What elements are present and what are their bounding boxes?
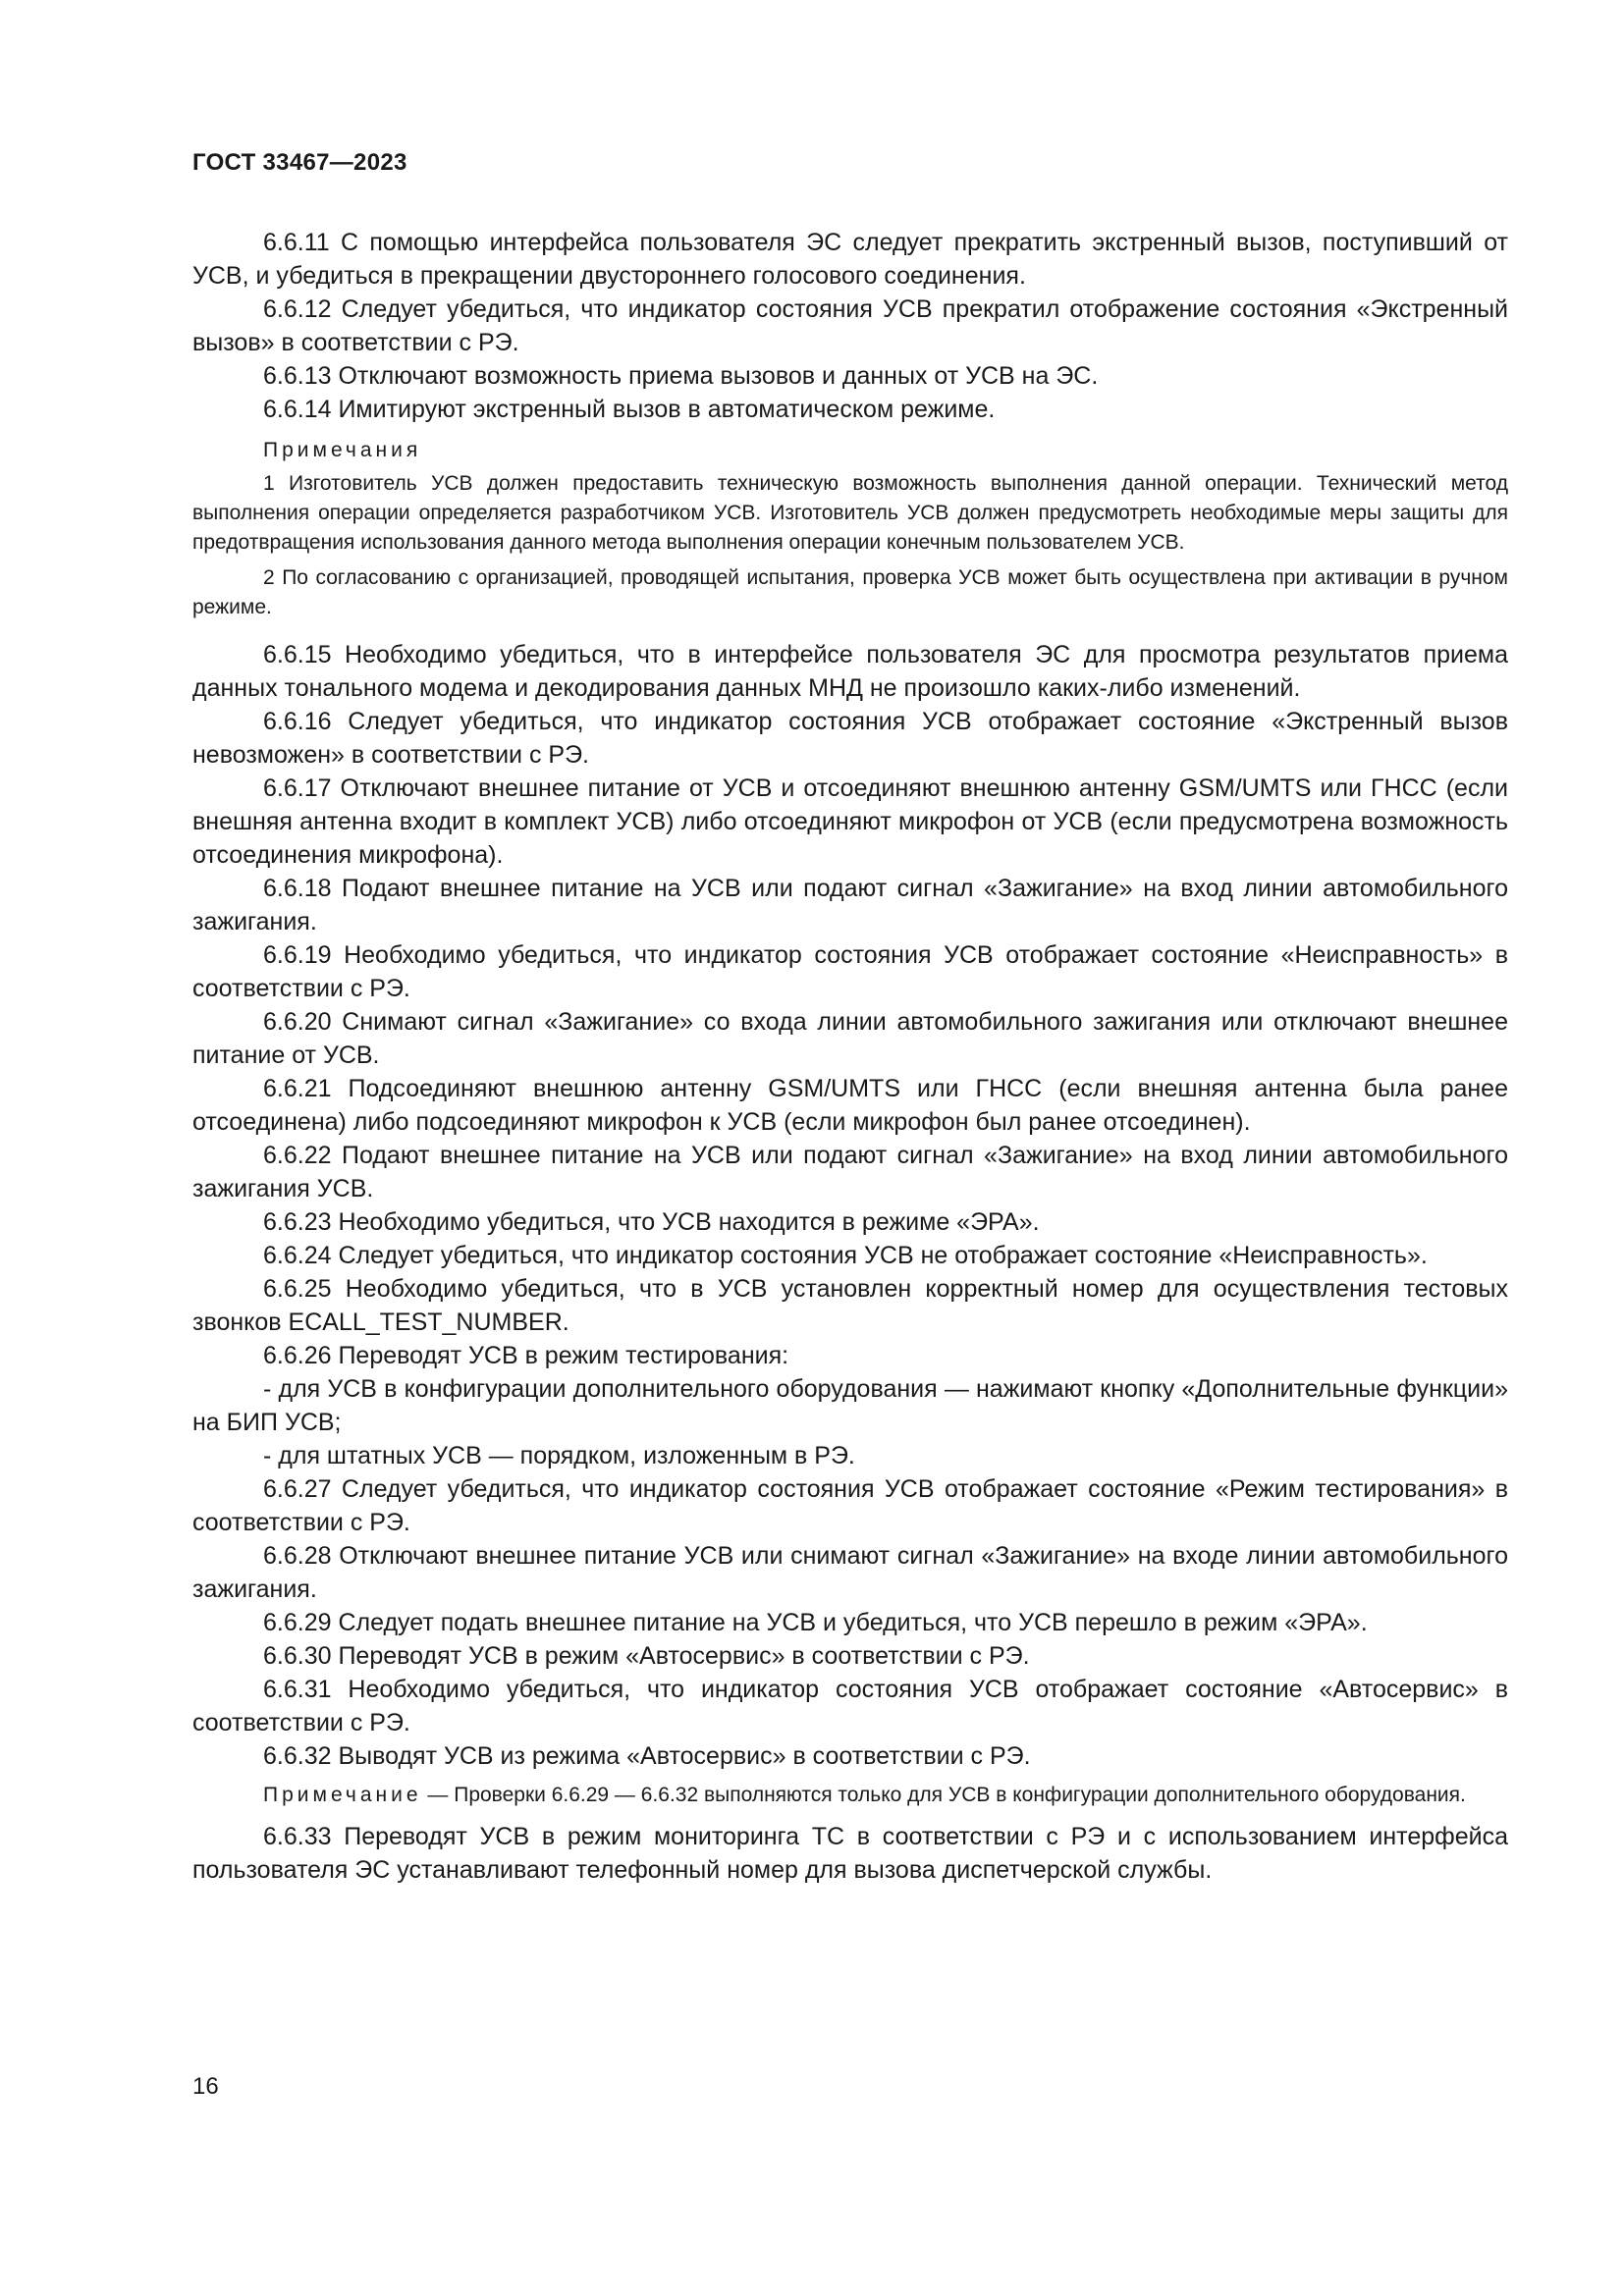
paragraph: 6.6.26 Переводят УСВ в режим тестирования: [263, 1342, 789, 1369]
notes-heading: Примечания [263, 439, 422, 461]
list-item: - для УСВ в конфигурации дополнительного оборудования — нажимают кнопку «Дополнительные функции» на БИП УСВ; [192, 1375, 1508, 1436]
paragraph: 6.6.19 Необходимо убедиться, что индикатор состояния УСВ отображает состояние «Неисправность» в соответствии с РЭ. [192, 941, 1508, 1002]
paragraph: 6.6.12 Следует убедиться, что индикатор состояния УСВ прекратил отображение состояния «Экстренный вызов» в соответствии с РЭ. [192, 295, 1508, 356]
inline-note-text: — Проверки 6.6.29 — 6.6.32 выполняются только для УСВ в конфигурации дополнительного оборудования. [421, 1784, 1466, 1806]
paragraph: 6.6.28 Отключают внешнее питание УСВ или снимают сигнал «Зажигание» на входе линии автомобильного зажигания. [192, 1542, 1508, 1603]
paragraph: 6.6.15 Необходимо убедиться, что в интерфейсе пользователя ЭС для просмотра результатов приема данных тонального модема и декодирования данных МНД не произошло каких-либо изменений. [192, 641, 1508, 702]
paragraph: 6.6.16 Следует убедиться, что индикатор состояния УСВ отображает состояние «Экстренный вызов невозможен» в соответствии с РЭ. [192, 708, 1508, 769]
paragraph: 6.6.27 Следует убедиться, что индикатор состояния УСВ отображает состояние «Режим тестирования» в соответствии с РЭ. [192, 1475, 1508, 1536]
list-item: - для штатных УСВ — порядком, изложенным в РЭ. [263, 1442, 855, 1469]
paragraph: 6.6.18 Подают внешнее питание на УСВ или подают сигнал «Зажигание» на вход линии автомобильного зажигания. [192, 875, 1508, 935]
paragraph: 6.6.21 Подсоединяют внешнюю антенну GSM/UMTS или ГНСС (если внешняя антенна была ранее отсоединена) либо подсоединяют микрофон к УСВ (если микрофон был ранее отсоединен). [192, 1075, 1508, 1136]
paragraph: 6.6.13 Отключают возможность приема вызовов и данных от УСВ на ЭС. [263, 362, 1099, 390]
paragraph: 6.6.17 Отключают внешнее питание от УСВ и отсоединяют внешнюю антенну GSM/UMTS или ГНСС (если внешняя антенна входит в комплект УСВ) либо отсоединяют микрофон от УСВ (если предусмотрена возможность отсоединения микрофона). [192, 774, 1508, 869]
paragraph: 6.6.20 Снимают сигнал «Зажигание» со входа линии автомобильного зажигания или отключают внешнее питание от УСВ. [192, 1008, 1508, 1069]
paragraph: 6.6.14 Имитируют экстренный вызов в автоматическом режиме. [263, 396, 996, 423]
page-number: 16 [192, 2073, 219, 2100]
paragraph: 6.6.31 Необходимо убедиться, что индикатор состояния УСВ отображает состояние «Автосервис» в соответствии с РЭ. [192, 1676, 1508, 1736]
document-body [192, 226, 1508, 1887]
paragraph: 6.6.29 Следует подать внешнее питание на УСВ и убедиться, что УСВ перешло в режим «ЭРА». [263, 1609, 1368, 1636]
paragraph: 6.6.11 С помощью интерфейса пользователя ЭС следует прекратить экстренный вызов, поступивший от УСВ, и убедиться в прекращении двустороннего голосового соединения. [192, 229, 1508, 290]
paragraph: 6.6.25 Необходимо убедиться, что в УСВ установлен корректный номер для осуществления тестовых звонков ECALL_TEST_NUMBER. [192, 1275, 1508, 1336]
note-item: 2 По согласованию с организацией, проводящей испытания, проверка УСВ может быть осуществлена при активации в ручном режиме. [192, 566, 1508, 618]
inline-note [192, 1781, 1508, 1810]
paragraph: 6.6.32 Выводят УСВ из режима «Автосервис» в соответствии с РЭ. [263, 1742, 1031, 1770]
paragraph: 6.6.33 Переводят УСВ в режим мониторинга ТС в соответствии с РЭ и с использованием интерфейса пользователя ЭС устанавливают телефонный номер для вызова диспетчерской службы. [192, 1823, 1508, 1884]
paragraph: 6.6.24 Следует убедиться, что индикатор состояния УСВ не отображает состояние «Неисправность». [263, 1242, 1428, 1269]
paragraph: 6.6.22 Подают внешнее питание на УСВ или подают сигнал «Зажигание» на вход линии автомобильного зажигания УСВ. [192, 1142, 1508, 1202]
note-item: 1 Изготовитель УСВ должен предоставить техническую возможность выполнения данной операции. Технический метод выполнения операции определяется разработчиком УСВ. Изготовитель УСВ должен предусмотреть необходимые меры защиты для предотвращения использования данного метода выполнения операции конечным пользователем УСВ. [192, 472, 1508, 554]
paragraph: 6.6.23 Необходимо убедиться, что УСВ находится в режиме «ЭРА». [263, 1208, 1040, 1236]
inline-note-label: Примечание [263, 1784, 422, 1806]
paragraph: 6.6.30 Переводят УСВ в режим «Автосервис» в соответствии с РЭ. [263, 1642, 1030, 1670]
document-header: ГОСТ 33467—2023 [192, 149, 407, 176]
